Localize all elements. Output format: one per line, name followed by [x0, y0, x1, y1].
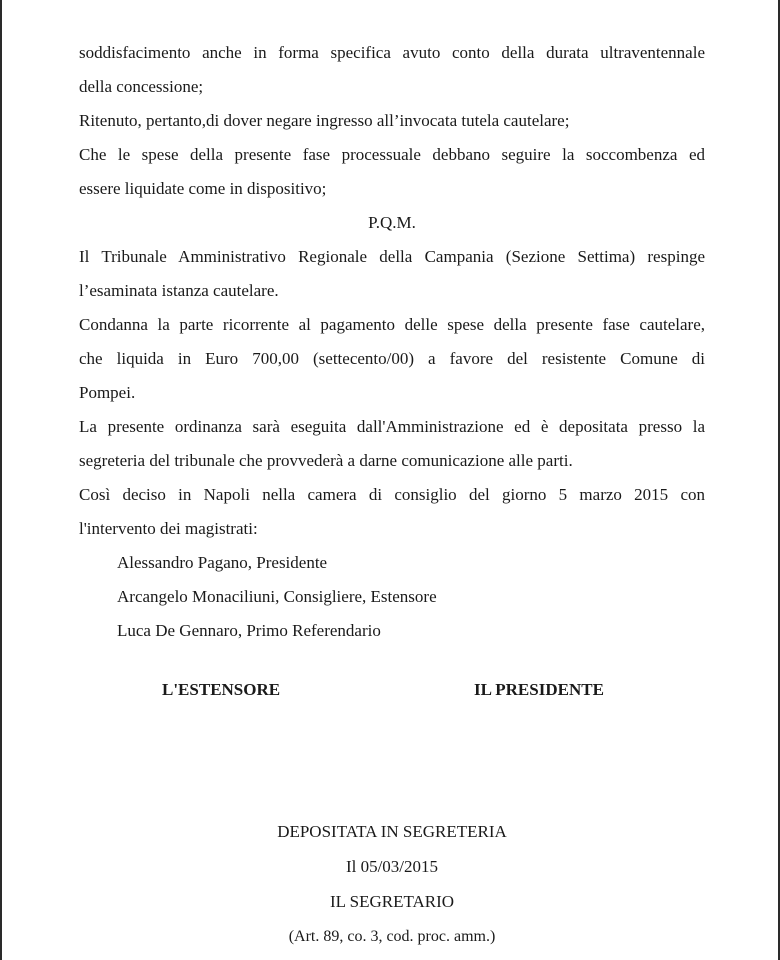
judge-entry: Luca De Gennaro, Primo Referendario: [117, 621, 381, 640]
text-line: Ritenuto, pertanto,di dover negare ingresso all’invocata tutela cautelare;: [79, 111, 570, 130]
text-line: La presente ordinanza sarà eseguita dall'Amministrazione ed è depositata presso la: [79, 417, 705, 436]
document-body: [79, 36, 705, 648]
text-line: Così deciso in Napoli nella camera di consiglio del giorno 5 marzo 2015 con: [79, 485, 705, 504]
text-line: che liquida in Euro 700,00 (settecento/00) a favore del resistente Comune di: [79, 349, 705, 368]
text-line: della concessione;: [79, 77, 204, 96]
deposit-block: [2, 814, 780, 954]
text-line: essere liquidate come in dispositivo;: [79, 179, 327, 198]
text-line: l'intervento dei magistrati:: [79, 519, 258, 538]
deposit-date: Il 05/03/2015: [345, 857, 439, 876]
text-line: Che le spese della presente fase processuale debbano seguire la soccombenza ed: [79, 145, 705, 164]
text-line: l’esaminata istanza cautelare.: [79, 281, 279, 300]
judge-entry: Alessandro Pagano, Presidente: [117, 553, 328, 572]
text-line: soddisfacimento anche in forma specifica avuto conto della durata ultraventennale: [79, 43, 705, 62]
text-line: segreteria del tribunale che provvederà a darne comunicazione alle parti.: [79, 451, 573, 470]
deposit-secretary: IL SEGRETARIO: [329, 892, 455, 911]
text-line: Pompei.: [79, 383, 136, 402]
deposit-note: (Art. 89, co. 3, cod. proc. amm.): [288, 928, 496, 945]
text-line: Condanna la parte ricorrente al pagamento delle spese della presente fase cautelare,: [79, 315, 705, 334]
judge-entry: Arcangelo Monaciliuni, Consigliere, Estensore: [117, 587, 437, 606]
text-line: Il Tribunale Amministrativo Regionale della Campania (Sezione Settima) respinge: [79, 247, 705, 266]
signature-presidente: IL PRESIDENTE: [474, 680, 604, 699]
signature-estensore: L'ESTENSORE: [162, 680, 281, 699]
judges-list: [79, 546, 705, 648]
pqm-heading: P.Q.M.: [368, 213, 416, 232]
signature-block: [2, 680, 780, 708]
deposit-title: DEPOSITATA IN SEGRETERIA: [277, 822, 507, 841]
